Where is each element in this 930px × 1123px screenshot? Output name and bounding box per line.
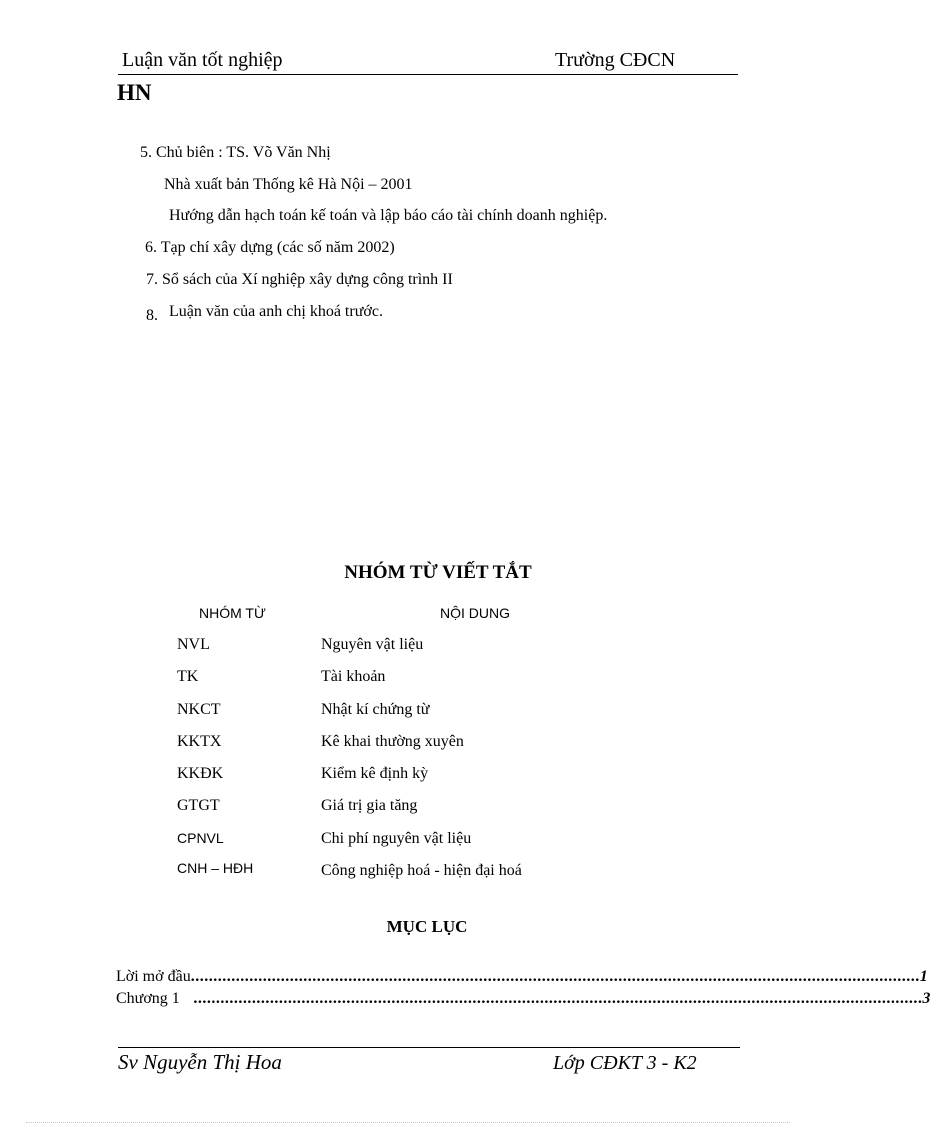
abbreviation-code: KKTX (177, 733, 222, 750)
header-school-continuation: HN (117, 80, 152, 105)
abbreviation-code: TK (177, 668, 199, 685)
abbreviation-meaning: Giá trị gia tăng (321, 797, 418, 814)
abbreviation-code: NVL (177, 636, 210, 653)
abbreviation-meaning: Nguyên vật liệu (321, 636, 424, 653)
abbreviation-code: CNH – HĐH (177, 860, 254, 876)
abbreviations-title: NHÓM TỪ VIẾT TẮT (344, 562, 532, 583)
abbreviation-code: KKĐK (177, 765, 224, 782)
reference-item: Nhà xuất bản Thống kê Hà Nội – 2001 (164, 176, 413, 193)
abbreviation-code: CPNVL (177, 830, 224, 846)
abbreviation-code: GTGT (177, 797, 220, 814)
abbreviation-meaning: Chi phí nguyên vật liệu (321, 830, 472, 847)
abbreviation-meaning: Tài khoản (321, 668, 386, 685)
abbreviation-meaning: Kê khai thường xuyên (321, 733, 464, 750)
abbreviations-column-header: NỘI DUNG (440, 605, 510, 621)
reference-item: 6. Tạp chí xây dựng (các số năm 2002) (145, 239, 395, 256)
footer-divider (118, 1047, 740, 1048)
toc-leader-dots: .................................................................................................................................................................. (179, 990, 923, 1007)
toc-entry-label: Chương 1 (116, 990, 180, 1007)
toc-entry-page: 3 (922, 990, 930, 1007)
toc-entry-page: 1 (919, 968, 928, 985)
reference-item: Hướng dẫn hạch toán kế toán và lập báo cáo tài chính doanh nghiệp. (169, 207, 608, 224)
toc-entry-label: Lời mở đầu (116, 968, 191, 985)
header-divider (118, 74, 738, 75)
toc-title: MỤC LỤC (386, 917, 468, 936)
reference-number: 8. (146, 307, 158, 324)
toc-leader-dots: .................................................................................................................................................................. (190, 968, 920, 985)
header-school-label: Trường CĐCN (555, 49, 676, 71)
reference-item: 5. Chủ biên : TS. Võ Văn Nhị (140, 144, 331, 161)
toc-entry[interactable] (116, 990, 930, 1008)
header-thesis-label: Luận văn tốt nghiệp (122, 49, 283, 71)
footer-student-name: Sv Nguyễn Thị Hoa (118, 1050, 282, 1074)
abbreviation-code: NKCT (177, 701, 221, 718)
abbreviation-meaning: Công nghiệp hoá - hiện đại hoá (321, 862, 522, 879)
footer-class-label: Lớp CĐKT 3 - K2 (553, 1052, 697, 1074)
abbreviations-column-header: NHÓM TỪ (199, 605, 266, 621)
abbreviation-meaning: Nhật kí chứng từ (321, 701, 430, 718)
abbreviation-meaning: Kiểm kê định kỳ (321, 765, 429, 782)
toc-entry[interactable] (116, 968, 928, 986)
reference-item: Luận văn của anh chị khoá trước. (169, 303, 383, 320)
reference-item: 7. Sổ sách của Xí nghiệp xây dựng công trình II (146, 271, 453, 288)
